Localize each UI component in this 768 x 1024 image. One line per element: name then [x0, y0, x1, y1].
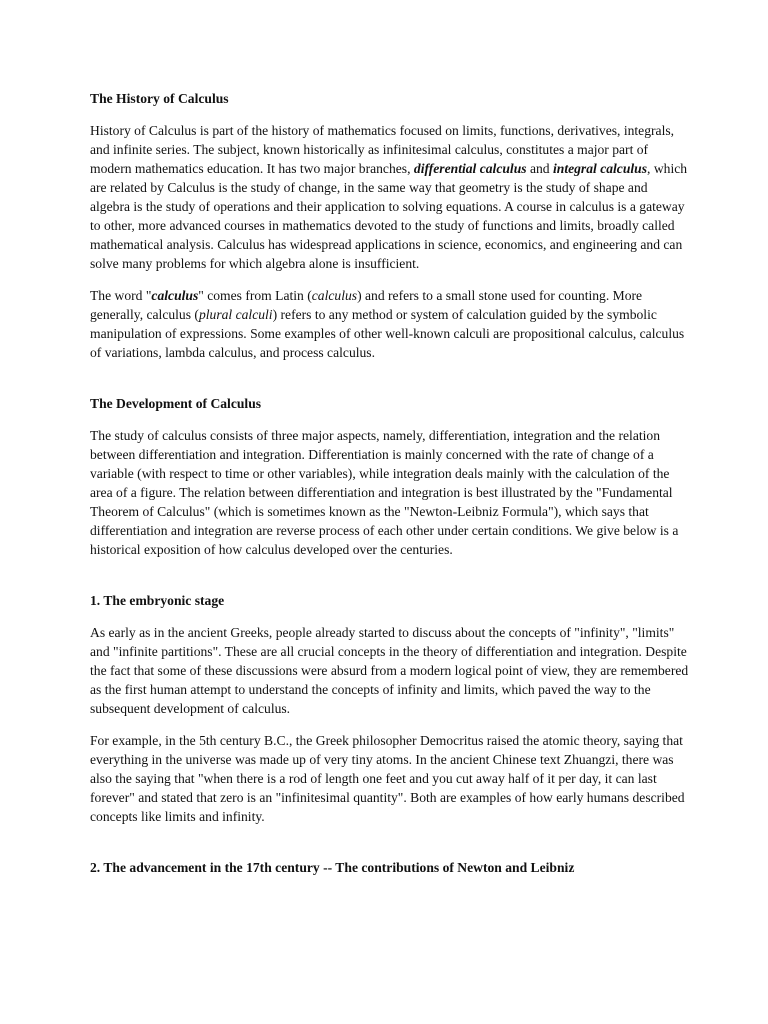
section-heading-history: The History of Calculus [90, 91, 229, 106]
paragraph-embryonic-2: For example, in the 5th century B.C., the Greek philosopher Democritus raised the atomic theory, saying that everything in the universe was made up of very tiny atoms. In the ancient Chinese text Zhuangzi, there was also the saying that "when there is a rod of length one feet and you cut away half of it per day, it can last forever" and stated that zero is an "infinitesimal quantity". Both are examples of how early humans described concepts like limits and infinity. [90, 733, 685, 824]
text-run: History of Calculus is part of the history of mathematics focused on limits, functions, derivatives, integrals, and infinite series. The subject, known historically as infinitesimal calculus, constitutes a major part of modern mathematics education. It has two major branches, [90, 123, 675, 176]
text-run: ) refers to any method or system of calculation guided by the symbolic manipulation of expressions. Some examples of other well-known calculi are propositional calculus, calculus of variations, lambda calculus, and process calculus. [90, 307, 685, 360]
section-heading-development: The Development of Calculus [90, 396, 262, 411]
paragraph-embryonic-1: As early as in the ancient Greeks, people already started to discuss about the concepts of "infinity", "limits" and "infinite partitions". These are all crucial concepts in the theory of differentiation and integration. Despite the fact that some of these discussions were absurd from a modern logical point of view, they are remembered as the first human attempt to understand the concepts of infinity and limits, which paved the way to the subsequent development of calculus. [90, 625, 689, 716]
text-run: and [526, 161, 553, 176]
emphasis-integral-calculus: integral calculus [552, 161, 648, 176]
emphasis-calculus: calculus [151, 288, 199, 303]
emphasis-differential-calculus: differential calculus [413, 161, 527, 176]
paragraph-history-intro [90, 121, 690, 273]
text-run: , which are related by Calculus is the study of change, in the same way that geometry is the study of shape and algebra is the study of operations and their application to solving equations. A course in calculus is a gateway to other, more advanced courses in mathematics devoted to the study of functions and limits, broadly called mathematical analysis. Calculus has widespread applications in science, economics, and engineering and can solve many problems for which algebra alone is insufficient. [90, 161, 688, 271]
section-heading-17th-century: 2. The advancement in the 17th century -- The contributions of Newton and Leibniz [90, 860, 575, 875]
text-run: The word " [90, 288, 152, 303]
paragraph-word-calculus [90, 286, 690, 362]
text-run: " comes from Latin ( [198, 288, 312, 303]
paragraph-development: The study of calculus consists of three major aspects, namely, differentiation, integration and the relation between differentiation and integration. Differentiation is mainly concerned with the rate of change of a variable (with respect to time or other variables), while integration deals mainly with the calculation of the area of a figure. The relation between differentiation and integration is best illustrated by the "Fundamental Theorem of Calculus" (which is sometimes known as the "Newton-Leibniz Formula"), which says that differentiation and integration are reverse process of each other under certain conditions. We give below is a historical exposition of how calculus developed over the centuries. [90, 428, 679, 557]
text-run: ) and refers to a small stone used for counting. More generally, calculus ( [90, 288, 643, 322]
italic-calculus: calculus [311, 288, 358, 303]
section-heading-embryonic: 1. The embryonic stage [90, 593, 225, 608]
document-page [90, 89, 690, 877]
italic-plural-calculi: plural calculi [198, 307, 273, 322]
